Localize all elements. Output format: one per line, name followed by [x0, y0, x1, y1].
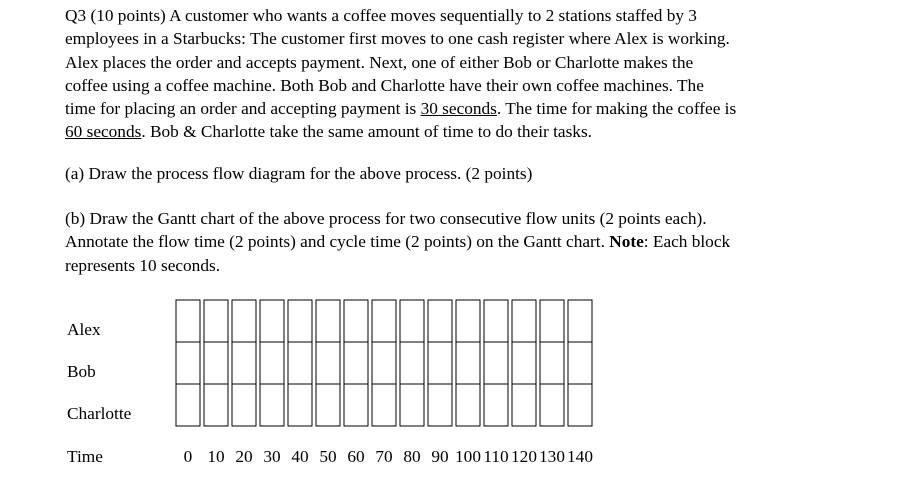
- gantt-cell-charlotte-10[interactable]: [456, 384, 480, 426]
- question-line-4: coffee using a coffee machine. Both Bob and Charlotte have their own coffee machines. The: [65, 75, 704, 95]
- gantt-cell-bob-3[interactable]: [260, 342, 284, 384]
- gantt-cell-alex-1[interactable]: [204, 300, 228, 342]
- time-tick-130: 130: [539, 447, 565, 466]
- time-tick-90: 90: [431, 447, 449, 466]
- part-b-line-2: [65, 230, 865, 253]
- time-tick-110: 110: [483, 447, 509, 466]
- gantt-cell-bob-11[interactable]: [484, 342, 508, 384]
- gantt-cell-charlotte-2[interactable]: [232, 384, 256, 426]
- part-b-line-2-start: Annotate the flow time (2 points) and cycle time (2 points) on the Gantt chart.: [65, 232, 610, 252]
- time-tick-20: 20: [235, 447, 253, 466]
- gantt-cell-bob-4[interactable]: [288, 342, 312, 384]
- time-tick-140: 140: [567, 447, 593, 466]
- gantt-cell-bob-6[interactable]: [344, 342, 368, 384]
- gantt-cell-charlotte-1[interactable]: [204, 384, 228, 426]
- question-line-5-end: . The time for making the coffee is: [496, 99, 737, 119]
- time-tick-30: 30: [263, 447, 281, 466]
- time-tick-100: 100: [455, 447, 481, 466]
- question-line-6-end: . Bob & Charlotte take the same amount of time to do their tasks.: [141, 122, 592, 142]
- time-tick-70: 70: [375, 447, 393, 466]
- gantt-cell-bob-9[interactable]: [428, 342, 452, 384]
- row-label-charlotte: Charlotte: [67, 404, 132, 423]
- gantt-cell-alex-4[interactable]: [288, 300, 312, 342]
- question-paragraph: [65, 4, 865, 144]
- gantt-cell-charlotte-5[interactable]: [316, 384, 340, 426]
- part-b-paragraph: [65, 207, 865, 277]
- question-line-6: [65, 120, 865, 143]
- part-b-line-3: represents 10 seconds.: [65, 255, 221, 275]
- row-label-alex: Alex: [67, 320, 101, 339]
- gantt-cell-charlotte-9[interactable]: [428, 384, 452, 426]
- coffee-time-value: 60 seconds: [65, 122, 142, 142]
- gantt-cell-alex-13[interactable]: [540, 300, 564, 342]
- time-tick-80: 80: [403, 447, 421, 466]
- gantt-cell-alex-6[interactable]: [344, 300, 368, 342]
- gantt-cell-alex-8[interactable]: [400, 300, 424, 342]
- gantt-cell-alex-2[interactable]: [232, 300, 256, 342]
- gantt-cell-bob-5[interactable]: [316, 342, 340, 384]
- order-time-value: 30 seconds: [420, 99, 497, 119]
- question-line-5-start: time for placing an order and accepting payment is: [65, 99, 421, 119]
- time-tick-120: 120: [511, 447, 537, 466]
- gantt-cell-bob-7[interactable]: [372, 342, 396, 384]
- gantt-cell-bob-1[interactable]: [204, 342, 228, 384]
- gantt-cell-charlotte-12[interactable]: [512, 384, 536, 426]
- gantt-cell-bob-12[interactable]: [512, 342, 536, 384]
- gantt-cell-alex-0[interactable]: [176, 300, 200, 342]
- time-tick-0: 0: [183, 447, 193, 466]
- gantt-cell-charlotte-13[interactable]: [540, 384, 564, 426]
- time-tick-40: 40: [291, 447, 309, 466]
- gantt-cell-bob-8[interactable]: [400, 342, 424, 384]
- gantt-cell-alex-3[interactable]: [260, 300, 284, 342]
- row-label-bob: Bob: [67, 362, 96, 381]
- gantt-cell-charlotte-4[interactable]: [288, 384, 312, 426]
- part-a-text: (a) Draw the process flow diagram for the above process. (2 points): [65, 164, 533, 183]
- part-b-line-1: (b) Draw the Gantt chart of the above process for two consecutive flow units (2 points each).: [65, 209, 707, 228]
- gantt-cell-bob-2[interactable]: [232, 342, 256, 384]
- part-b-line-2-end: : Each block: [643, 232, 731, 252]
- question-line-2: employees in a Starbucks: The customer first moves to one cash register where Alex is working.: [65, 29, 730, 49]
- gantt-cell-charlotte-7[interactable]: [372, 384, 396, 426]
- question-line-1: Q3 (10 points) A customer who wants a coffee moves sequentially to 2 stations staffed by 3: [65, 6, 697, 25]
- gantt-cell-bob-14[interactable]: [568, 342, 592, 384]
- gantt-cell-alex-10[interactable]: [456, 300, 480, 342]
- gantt-grid[interactable]: [173, 299, 597, 427]
- question-line-5: [65, 97, 865, 120]
- gantt-cell-alex-9[interactable]: [428, 300, 452, 342]
- time-tick-60: 60: [347, 447, 365, 466]
- gantt-cell-bob-13[interactable]: [540, 342, 564, 384]
- gantt-cell-alex-14[interactable]: [568, 300, 592, 342]
- gantt-cell-alex-7[interactable]: [372, 300, 396, 342]
- gantt-cell-alex-12[interactable]: [512, 300, 536, 342]
- time-tick-50: 50: [319, 447, 337, 466]
- gantt-cell-charlotte-8[interactable]: [400, 384, 424, 426]
- gantt-cell-charlotte-0[interactable]: [176, 384, 200, 426]
- gantt-cell-charlotte-6[interactable]: [344, 384, 368, 426]
- gantt-cell-alex-11[interactable]: [484, 300, 508, 342]
- gantt-cell-alex-5[interactable]: [316, 300, 340, 342]
- gantt-cell-charlotte-14[interactable]: [568, 384, 592, 426]
- gantt-cell-bob-10[interactable]: [456, 342, 480, 384]
- note-label: Note: [609, 232, 644, 252]
- question-line-3: Alex places the order and accepts payment. Next, one of either Bob or Charlotte makes the: [65, 52, 694, 72]
- gantt-cell-charlotte-11[interactable]: [484, 384, 508, 426]
- gantt-cell-charlotte-3[interactable]: [260, 384, 284, 426]
- row-label-time: Time: [67, 447, 103, 466]
- time-tick-10: 10: [207, 447, 225, 466]
- gantt-cell-bob-0[interactable]: [176, 342, 200, 384]
